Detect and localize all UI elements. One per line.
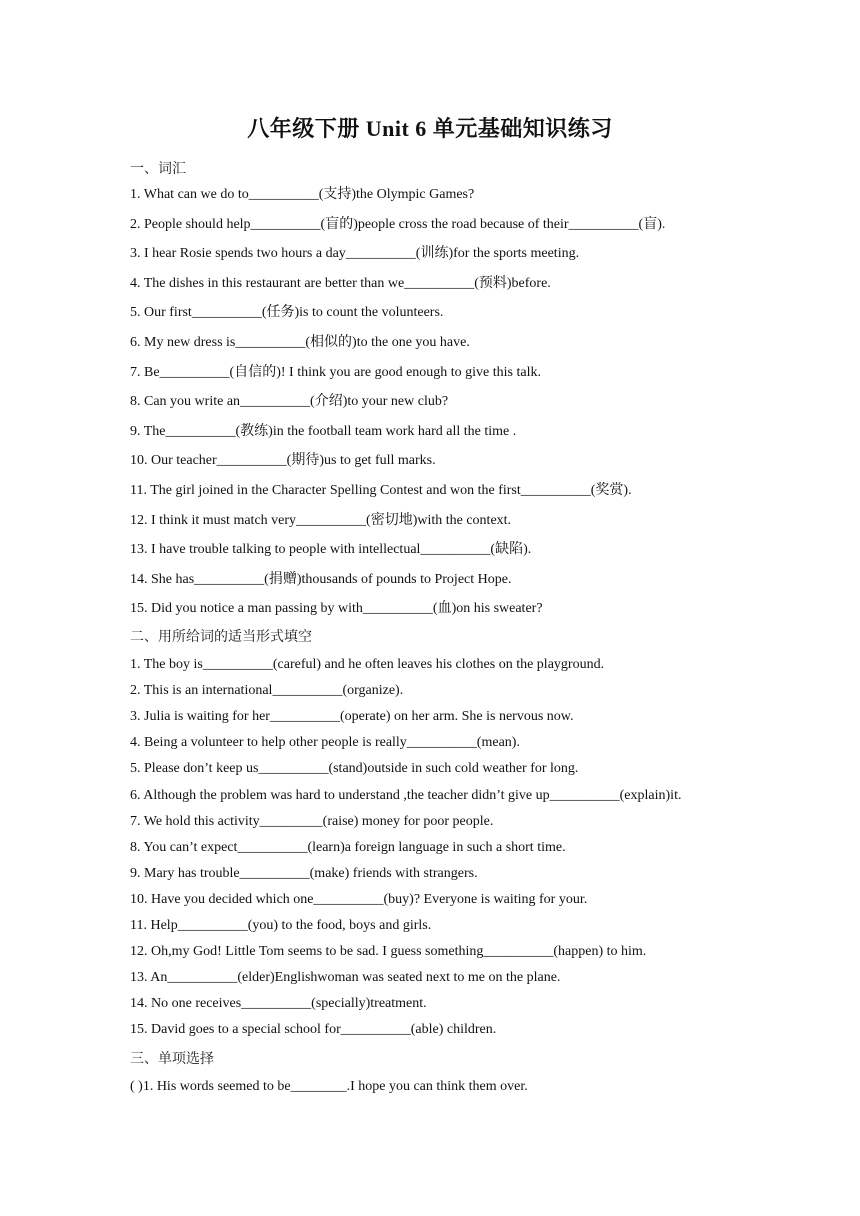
exercise-item: 6. My new dress is__________(相似的)to the one you have. — [130, 335, 470, 350]
exercise-item: 13. I have trouble talking to people with intellectual__________(缺陷). — [130, 542, 532, 558]
section-heading-word-form: 二、用所给词的适当形式填空 — [130, 629, 312, 645]
exercise-item: 7. We hold this activity_________(raise) money for poor people. — [130, 813, 494, 829]
exercise-item: 2. This is an international__________(organize). — [130, 683, 404, 699]
exercise-item: 10. Our teacher__________(期待)us to get full marks. — [130, 453, 436, 469]
exercise-item: 8. You can’t expect__________(learn)a foreign language in such a short time. — [130, 839, 566, 855]
page-title: 八年级下册 Unit 6 单元基础知识练习 — [247, 116, 613, 141]
exercise-item: 1. The boy is__________(careful) and he often leaves his clothes on the playground. — [130, 657, 605, 672]
exercise-item: 3. I hear Rosie spends two hours a day__________(训练)for the sports meeting. — [130, 246, 580, 262]
exercise-item: 11. The girl joined in the Character Spelling Contest and won the first__________(奖赏). — [130, 483, 632, 498]
exercise-item: 14. No one receives__________(specially)treatment. — [130, 996, 427, 1012]
exercise-item: 10. Have you decided which one__________(buy)? Everyone is waiting for your. — [130, 891, 588, 907]
exercise-item: 5. Our first__________(任务)is to count the volunteers. — [130, 305, 444, 321]
exercise-item: 7. Be__________(自信的)! I think you are good enough to give this talk. — [130, 364, 541, 380]
exercise-item: 1. What can we do to__________(支持)the Olympic Games? — [130, 187, 475, 202]
exercise-item: 12. Oh,my God! Little Tom seems to be sad. I guess something__________(happen) to him. — [130, 944, 647, 960]
exercise-item: 15. Did you notice a man passing by with__________(血)on his sweater? — [130, 601, 543, 617]
exercise-item: 3. Julia is waiting for her__________(operate) on her arm. She is nervous now. — [130, 709, 574, 725]
exercise-item: 9. The__________(教练)in the football team work hard all the time . — [130, 423, 517, 439]
exercise-item: 5. Please don’t keep us__________(stand)outside in such cold weather for long. — [130, 761, 579, 777]
exercise-item: 12. I think it must match very__________(密切地)with the context. — [130, 512, 512, 528]
exercise-item: 6. Although the problem was hard to understand ,the teacher didn’t give up__________(explain)it. — [130, 787, 682, 803]
exercise-item: 15. David goes to a special school for__________(able) children. — [130, 1022, 497, 1038]
exercise-item: 2. People should help__________(盲的)people cross the road because of their__________(盲). — [130, 216, 666, 232]
exercise-item: ( )1. His words seemed to be________.I hope you can think them over. — [130, 1079, 528, 1094]
section-heading-vocabulary: 一、词汇 — [130, 161, 186, 177]
exercise-item: 9. Mary has trouble__________(make) friends with strangers. — [130, 865, 478, 881]
exercise-item: 14. She has__________(捐赠)thousands of pounds to Project Hope. — [130, 571, 512, 587]
exercise-item: 4. The dishes in this restaurant are better than we__________(预料)before. — [130, 275, 551, 291]
section-heading-multiple-choice: 三、单项选择 — [130, 1051, 214, 1067]
exercise-item: 4. Being a volunteer to help other people is really__________(mean). — [130, 735, 520, 751]
exercise-item: 13. An__________(elder)Englishwoman was seated next to me on the plane. — [130, 970, 561, 986]
exercise-item: 11. Help__________(you) to the food, boys and girls. — [130, 918, 432, 933]
exercise-item: 8. Can you write an__________(介绍)to your new club? — [130, 394, 449, 410]
